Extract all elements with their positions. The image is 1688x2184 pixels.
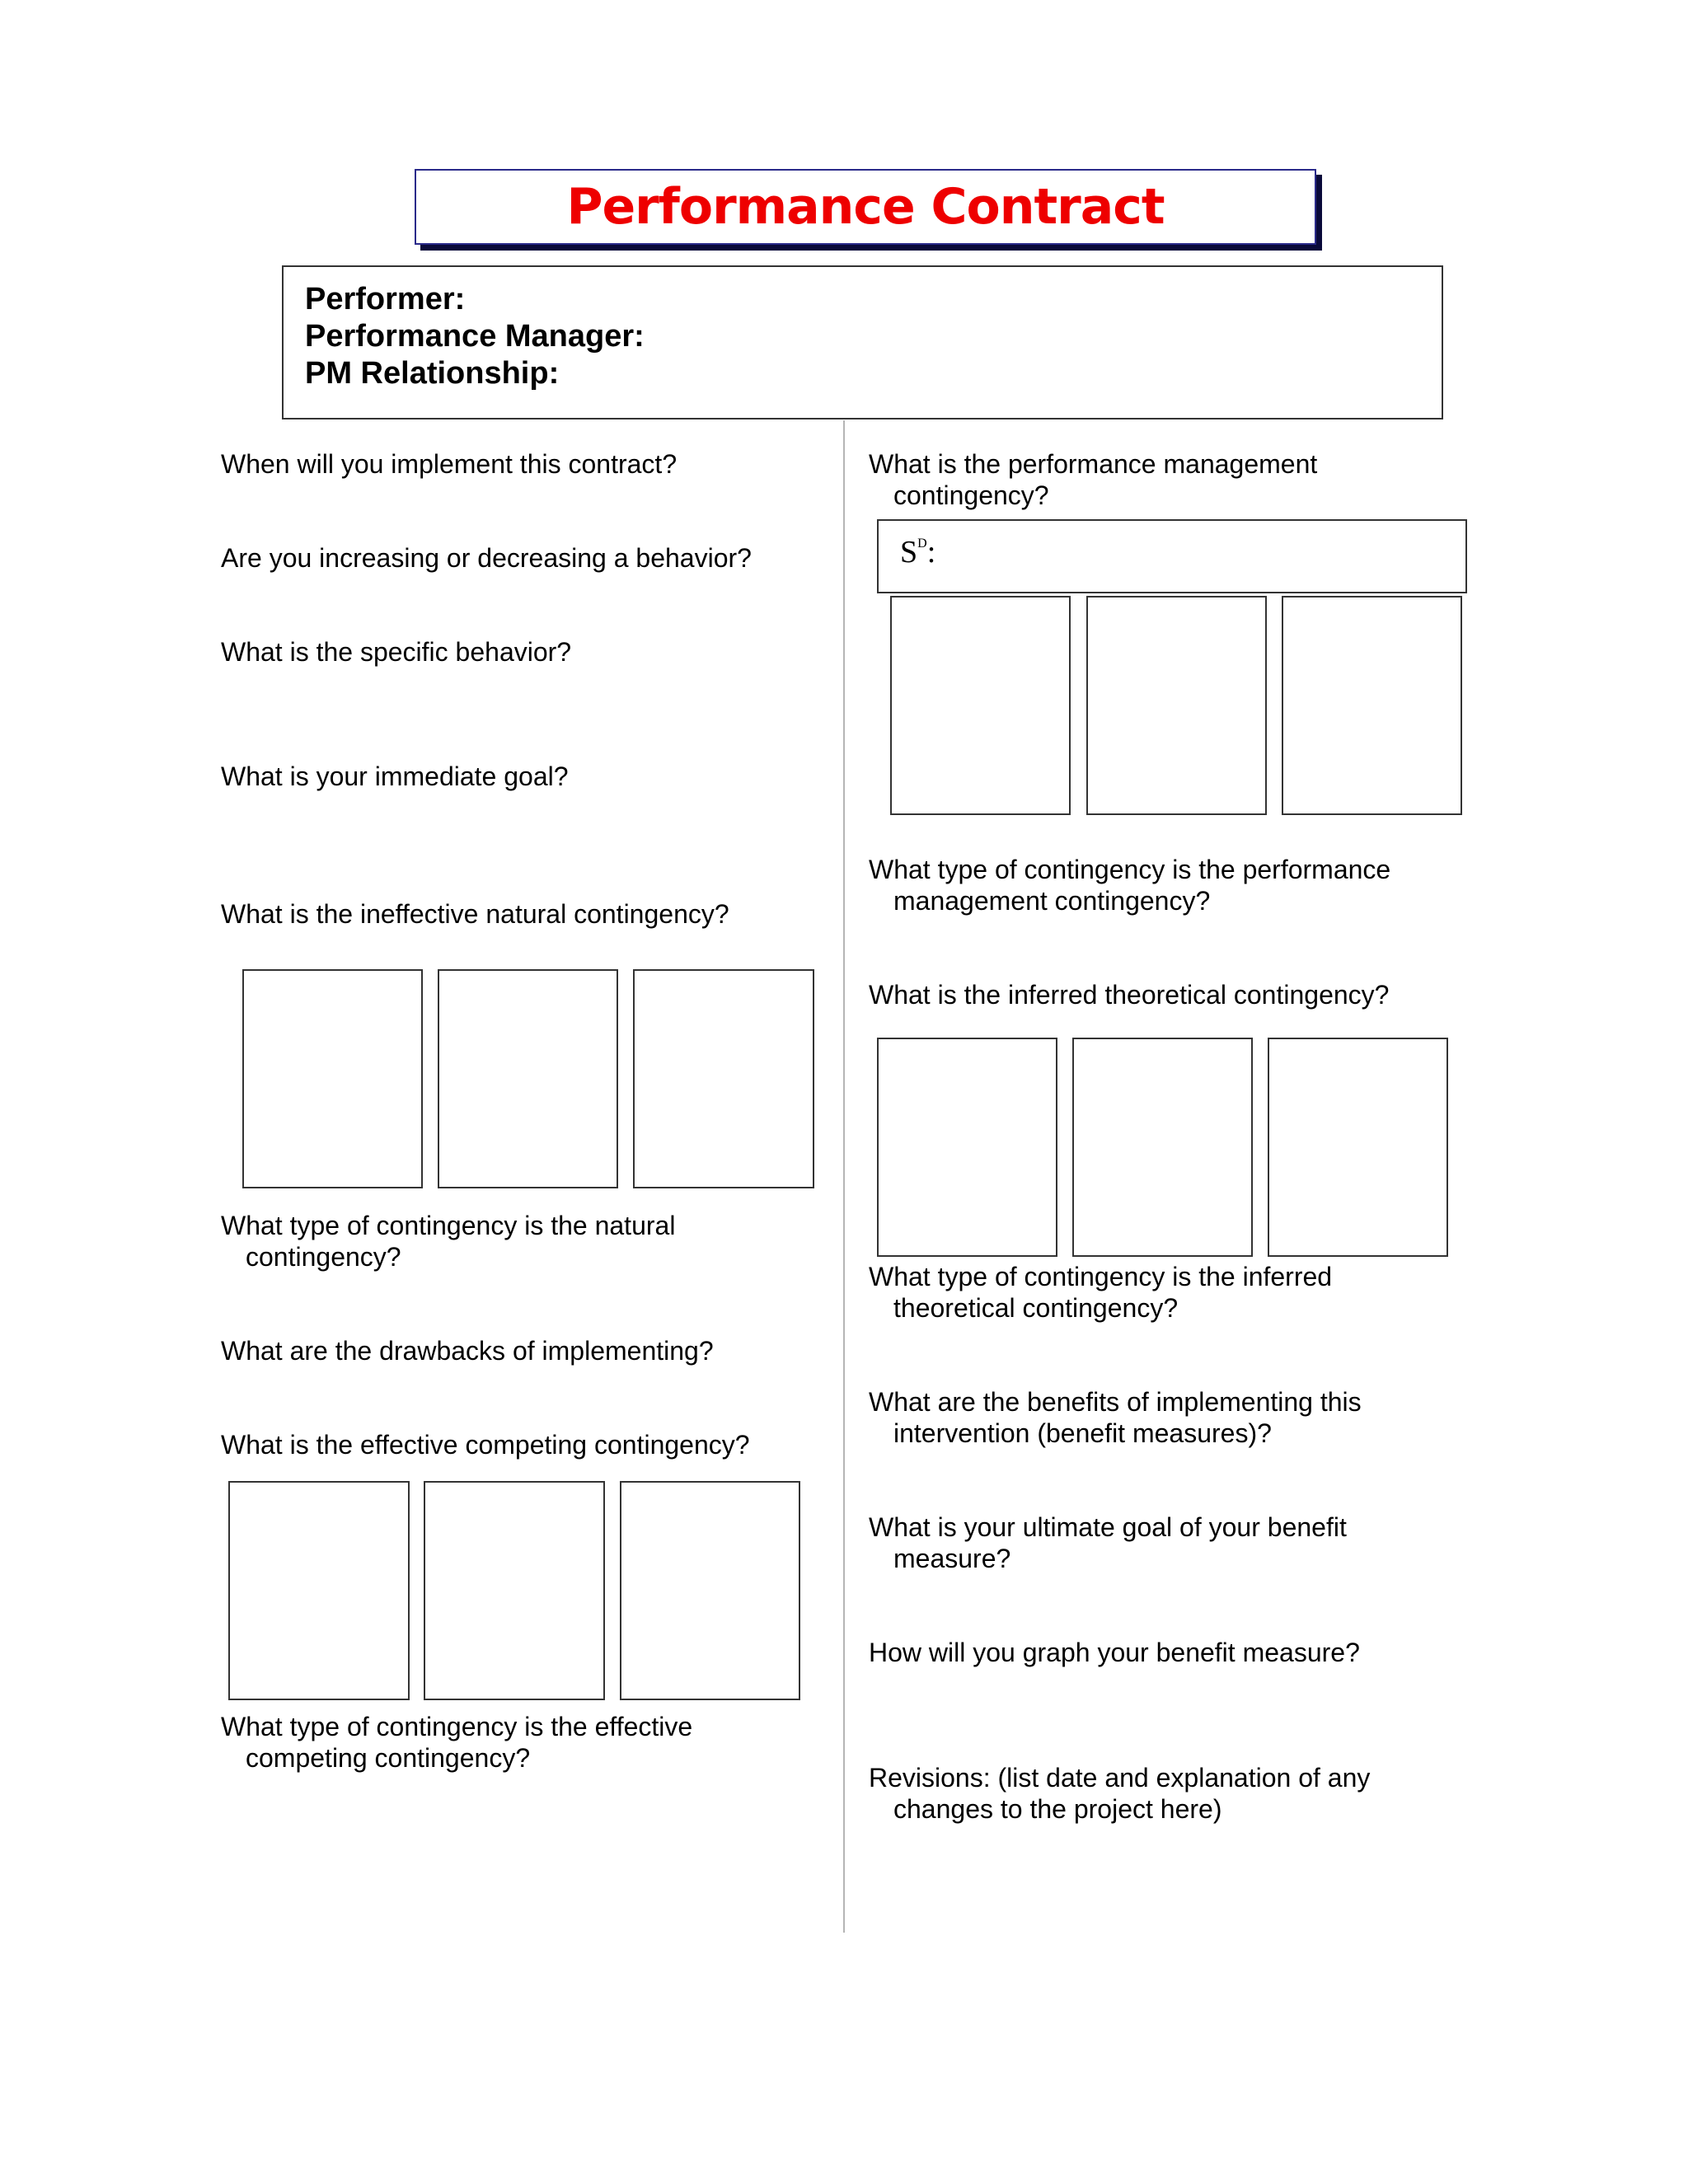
question-line: management contingency? [893,886,1211,916]
question-pm-contingency-type [869,854,1390,916]
question-line: measure? [893,1544,1011,1573]
question-line: changes to the project here) [893,1794,1222,1824]
question-specific-behavior: What is the specific behavior? [221,637,572,667]
question-natural-contingency-type [221,1210,675,1272]
performer-label: Performer: [305,282,466,316]
sd-label [900,534,935,570]
question-line: What type of contingency is the natural [221,1211,676,1240]
question-line: Revisions: (list date and explanation of any [869,1763,1371,1793]
competing-contingency-box-after[interactable] [620,1481,800,1700]
question-line: What type of contingency is the performance [869,855,1391,884]
sd-letter: S [900,535,918,569]
question-benefits [869,1386,1362,1449]
sd-box[interactable] [877,519,1467,593]
question-line: What type of contingency is the effective [221,1712,693,1741]
question-line: What type of contingency is the inferred [869,1262,1333,1291]
question-drawbacks: What are the drawbacks of implementing? [221,1336,714,1366]
question-line: What are the benefits of implementing this [869,1387,1362,1417]
question-line: What is your ultimate goal of your benefit [869,1512,1347,1542]
question-inferred-theoretical-contingency: What is the inferred theoretical contingency? [869,980,1390,1010]
question-immediate-goal: What is your immediate goal? [221,762,569,791]
competing-contingency-box-behavior[interactable] [424,1481,605,1700]
pm-contingency-box-after[interactable] [1282,596,1462,815]
question-theoretical-contingency-type [869,1261,1332,1324]
question-ultimate-goal [869,1511,1347,1574]
theoretical-contingency-box-after[interactable] [1268,1038,1448,1257]
natural-contingency-box-behavior[interactable] [438,969,618,1188]
question-competing-contingency-type [221,1711,692,1774]
question-increase-decrease: Are you increasing or decreasing a behavior? [221,543,752,573]
natural-contingency-box-after[interactable] [633,969,814,1188]
question-line: contingency? [246,1242,401,1272]
question-ineffective-natural-contingency: What is the ineffective natural contingency? [221,899,729,929]
question-line: theoretical contingency? [893,1293,1179,1323]
natural-contingency-box-before[interactable] [242,969,423,1188]
question-pm-contingency [869,448,1317,511]
question-line: competing contingency? [246,1743,531,1773]
competing-contingency-box-before[interactable] [228,1481,410,1700]
title-banner [415,169,1316,245]
theoretical-contingency-box-before[interactable] [877,1038,1057,1257]
sd-colon: : [926,535,936,569]
participant-info-box [282,265,1443,419]
question-line: What is the performance management [869,449,1318,479]
question-revisions [869,1762,1370,1825]
pm-contingency-box-before[interactable] [890,596,1071,815]
performance-manager-label: Performance Manager: [305,319,645,354]
question-line: intervention (benefit measures)? [893,1418,1272,1448]
question-implement-when: When will you implement this contract? [221,449,678,479]
pm-relationship-label: PM Relationship: [305,356,560,391]
page-title: Performance Contract [566,178,1165,236]
question-graph-benefit: How will you graph your benefit measure? [869,1638,1360,1667]
pm-contingency-box-behavior[interactable] [1086,596,1267,815]
column-divider [843,420,845,1933]
sd-superscript: D [917,537,927,551]
theoretical-contingency-box-behavior[interactable] [1072,1038,1253,1257]
question-effective-competing-contingency: What is the effective competing contingency? [221,1430,750,1460]
question-line: contingency? [893,480,1049,510]
